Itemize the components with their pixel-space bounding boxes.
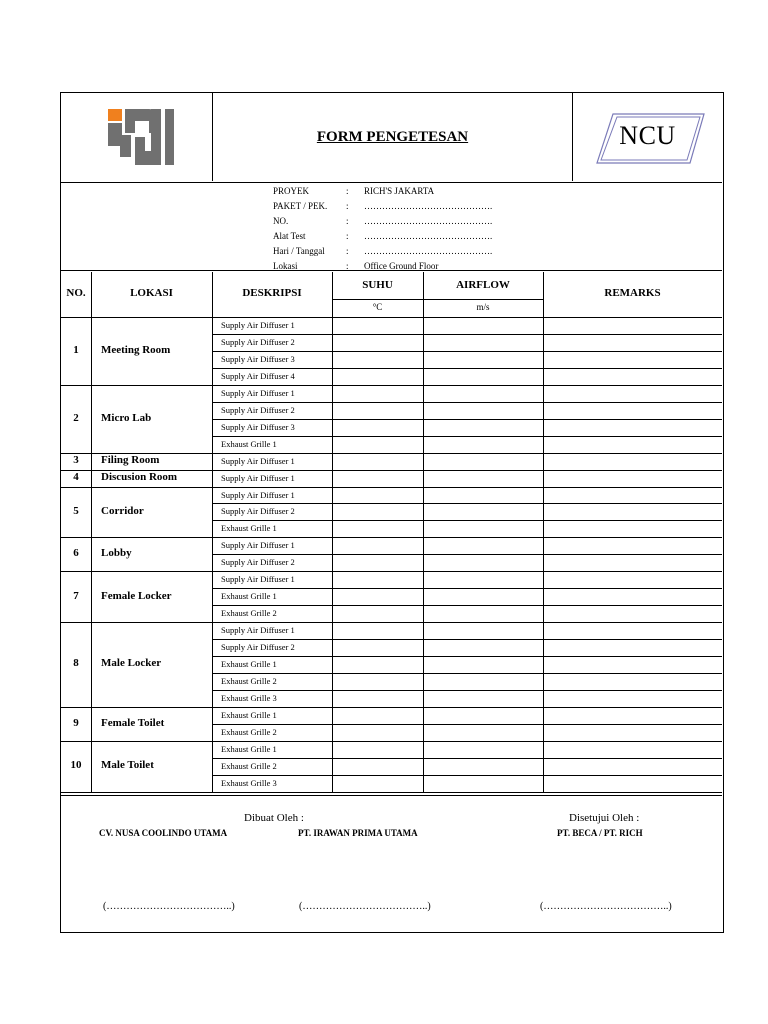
- signature-line-3: (………………………………..): [540, 900, 672, 912]
- row-description: Supply Air Diffuser 1: [221, 472, 295, 483]
- row-divider: [212, 758, 722, 759]
- header-deskripsi: DESKRIPSI: [242, 287, 302, 299]
- info-separator: :: [346, 246, 349, 256]
- group-divider: [61, 453, 722, 454]
- row-divider: [212, 436, 722, 437]
- row-location: Micro Lab: [101, 411, 152, 424]
- row-divider: [212, 334, 722, 335]
- row-number: 10: [70, 759, 82, 772]
- signature-line-1: (………………………………..): [103, 900, 235, 912]
- header-airflow-unit: m/s: [476, 302, 490, 312]
- row-description: Supply Air Diffuser 2: [221, 506, 295, 517]
- info-value: …………………………………….: [364, 231, 493, 241]
- row-number: 2: [73, 411, 79, 424]
- row-location: Female Toilet: [101, 716, 165, 729]
- row-divider: [212, 605, 722, 606]
- row-description: Exhaust Grille 3: [221, 777, 277, 788]
- form-title: FORM PENGETESAN: [316, 128, 469, 145]
- info-value: …………………………………….: [364, 201, 493, 211]
- row-location: Lobby: [101, 547, 132, 560]
- row-description: Supply Air Diffuser 1: [221, 540, 295, 551]
- row-location: Male Locker: [101, 657, 162, 670]
- company-logo: [61, 93, 213, 181]
- prepared-by-label: Dibuat Oleh :: [244, 811, 304, 824]
- header-divider: [61, 317, 722, 318]
- row-number: 5: [73, 504, 79, 517]
- company-nusa: CV. NUSA COOLINDO UTAMA: [99, 827, 228, 838]
- info-row: [61, 201, 722, 216]
- row-description: Exhaust Grille 2: [221, 675, 277, 686]
- info-value: …………………………………….: [364, 216, 493, 226]
- column-divider: [91, 272, 92, 792]
- test-form: [60, 92, 724, 933]
- logo-cell: [61, 93, 213, 181]
- row-divider: [212, 520, 722, 521]
- info-separator: :: [346, 186, 349, 196]
- row-description: Supply Air Diffuser 4: [221, 370, 295, 381]
- row-divider: [212, 402, 722, 403]
- row-number: 1: [73, 343, 79, 356]
- info-label: PAKET / PEK.: [273, 201, 328, 211]
- header-lokasi: LOKASI: [130, 287, 173, 299]
- header-airflow: AIRFLOW: [456, 279, 510, 291]
- row-description: Supply Air Diffuser 2: [221, 336, 295, 347]
- project-info: [61, 183, 722, 271]
- row-divider: [212, 656, 722, 657]
- row-description: Supply Air Diffuser 1: [221, 320, 295, 330]
- row-divider: [212, 419, 722, 420]
- row-divider: [212, 639, 722, 640]
- badge-cell: [573, 93, 722, 181]
- row-description: Exhaust Grille 1: [221, 523, 277, 534]
- approved-by-label: Disetujui Oleh :: [569, 811, 640, 824]
- row-description: Supply Air Diffuser 3: [221, 353, 295, 364]
- row-divider: [212, 368, 722, 369]
- row-description: Exhaust Grille 1: [221, 591, 277, 602]
- row-number: 9: [73, 716, 79, 729]
- row-description: Supply Air Diffuser 1: [221, 574, 295, 585]
- row-number: 8: [73, 657, 79, 670]
- row-location: Male Toilet: [101, 759, 154, 772]
- row-divider: [212, 588, 722, 589]
- form-header: [61, 93, 722, 183]
- header-suhu-unit: °C: [372, 302, 383, 312]
- info-label: NO.: [273, 216, 289, 226]
- row-location: Discusion Room: [101, 471, 178, 484]
- row-description: Exhaust Grille 2: [221, 760, 277, 771]
- row-divider: [212, 690, 722, 691]
- row-description: Exhaust Grille 3: [221, 692, 277, 703]
- header-unit-divider: [332, 299, 543, 300]
- info-label: PROYEK: [273, 186, 310, 196]
- row-location: Female Locker: [101, 589, 172, 602]
- row-location: Meeting Room: [101, 343, 171, 356]
- info-value: Office Ground Floor: [364, 261, 439, 271]
- company-beca-rich: PT. BECA / PT. RICH: [557, 827, 643, 838]
- row-description: Supply Air Diffuser 3: [221, 421, 295, 432]
- row-description: Exhaust Grille 1: [221, 659, 277, 669]
- company-irawan: PT. IRAWAN PRIMA UTAMA: [298, 827, 418, 838]
- row-description: Supply Air Diffuser 1: [221, 455, 295, 466]
- info-label: Alat Test: [273, 231, 306, 241]
- row-divider: [212, 724, 722, 725]
- logo-orange-square: [108, 109, 122, 121]
- row-description: Exhaust Grille 2: [221, 608, 277, 619]
- group-divider: [61, 385, 722, 386]
- signature-line-2: (………………………………..): [299, 900, 431, 912]
- row-description: Exhaust Grille 1: [221, 743, 277, 754]
- title-cell: [213, 93, 573, 181]
- header-remarks: REMARKS: [604, 287, 661, 299]
- group-divider: [61, 487, 722, 488]
- row-divider: [212, 775, 722, 776]
- row-description: Supply Air Diffuser 2: [221, 404, 295, 415]
- signature-section: [61, 796, 722, 931]
- row-number: 7: [73, 589, 79, 602]
- row-description: Supply Air Diffuser 2: [221, 557, 295, 568]
- row-divider: [212, 503, 722, 504]
- row-description: Supply Air Diffuser 1: [221, 387, 295, 398]
- badge-text: NCU: [619, 121, 676, 150]
- row-description: Supply Air Diffuser 1: [221, 625, 295, 636]
- row-divider: [212, 351, 722, 352]
- row-description: Exhaust Grille 1: [221, 438, 277, 449]
- header-suhu: SUHU: [362, 279, 393, 291]
- info-value: …………………………………….: [364, 246, 493, 256]
- info-separator: :: [346, 231, 349, 241]
- row-number: 3: [73, 454, 79, 467]
- row-number: 4: [73, 471, 79, 484]
- row-divider: [212, 673, 722, 674]
- group-divider: [61, 707, 722, 708]
- row-location: Filing Room: [101, 454, 160, 467]
- logo-bar: [165, 109, 174, 165]
- row-description: Exhaust Grille 2: [221, 726, 277, 737]
- row-description: Supply Air Diffuser 1: [221, 489, 295, 500]
- table-bottom: [61, 792, 722, 793]
- row-description: Supply Air Diffuser 2: [221, 642, 295, 653]
- row-number: 6: [73, 547, 79, 560]
- group-divider: [61, 622, 722, 623]
- info-separator: :: [346, 201, 349, 211]
- group-divider: [61, 571, 722, 572]
- info-row: [61, 216, 722, 231]
- info-label: Hari / Tanggal: [273, 246, 325, 256]
- info-separator: :: [346, 216, 349, 226]
- row-location: Corridor: [101, 504, 144, 517]
- row-divider: [212, 554, 722, 555]
- group-divider: [61, 741, 722, 742]
- info-row: [61, 186, 722, 201]
- info-value: RICH'S JAKARTA: [364, 186, 435, 196]
- info-separator: :: [346, 261, 349, 271]
- info-row: [61, 246, 722, 261]
- info-row: [61, 231, 722, 246]
- info-label: Lokasi: [273, 261, 298, 271]
- test-table: [61, 272, 722, 792]
- group-divider: [61, 537, 722, 538]
- header-no: NO.: [66, 287, 86, 299]
- row-description: Exhaust Grille 1: [221, 709, 277, 720]
